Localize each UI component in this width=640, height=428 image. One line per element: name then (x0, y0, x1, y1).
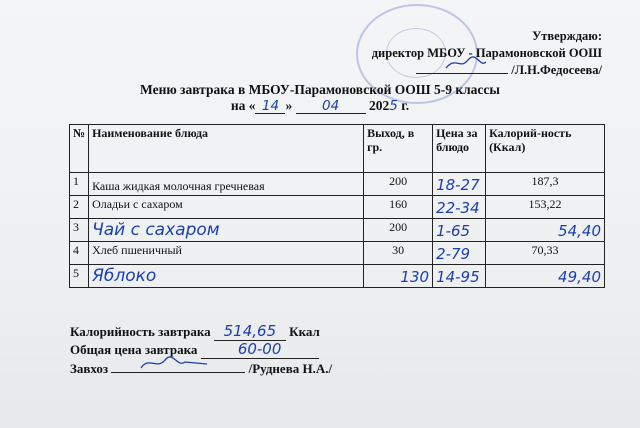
signature-scribble (416, 56, 508, 72)
calorie-unit: Ккал (289, 324, 320, 339)
row-kcal: 153,22 (486, 196, 605, 219)
row-weight: 200 (364, 219, 433, 242)
table-header-row (70, 125, 605, 173)
col-weight: Выход, в гр. (364, 125, 433, 173)
table-row (70, 196, 605, 219)
table-row (70, 173, 605, 196)
row-weight: 160 (364, 196, 433, 219)
date-quote: » (285, 98, 293, 113)
signature-scribble (111, 354, 245, 372)
date-day: 14 (255, 99, 285, 114)
calorie-label: Калорийность завтрака (70, 324, 211, 339)
row-dish: Каша жидкая молочная гречневая (89, 173, 364, 196)
storekeeper-line (70, 358, 332, 377)
row-dish: Оладьи с сахаром (89, 196, 364, 219)
row-weight: 130 (364, 265, 433, 288)
menu-date (0, 98, 640, 114)
approval-line-3 (372, 62, 602, 79)
row-number: 5 (70, 265, 89, 288)
col-dish: Наименование блюда (89, 125, 364, 173)
row-price: 2-79 (433, 242, 486, 265)
row-kcal: 54,40 (486, 219, 605, 242)
calorie-value: 514,65 (214, 322, 286, 341)
col-number: № (70, 125, 89, 173)
table-row (70, 242, 605, 265)
row-dish: Хлеб пшеничный (89, 242, 364, 265)
row-kcal: 70,33 (486, 242, 605, 265)
date-year-prefix: 202 (368, 98, 390, 113)
date-month: 04 (296, 99, 366, 114)
date-year-digit: 5 (389, 98, 398, 114)
date-year-suffix: г. (401, 98, 410, 113)
row-dish: Яблоко (89, 265, 364, 288)
row-number: 4 (70, 242, 89, 265)
menu-title: Меню завтрака в МБОУ-Парамоновской ООШ 5-9 классы (140, 82, 500, 97)
storekeeper-name: /Руднева Н.А./ (248, 361, 333, 376)
table-row (70, 219, 605, 242)
row-kcal: 187,3 (486, 173, 605, 196)
storekeeper-label: Завхоз (70, 361, 109, 376)
row-price: 18-27 (433, 173, 486, 196)
storekeeper-signature (111, 358, 245, 373)
col-kcal: Калорий-ность (Ккал) (486, 125, 605, 173)
director-name: /Л.Н.Федосеева/ (511, 63, 602, 77)
row-price: 1-65 (433, 219, 486, 242)
calorie-total-line (70, 322, 320, 341)
row-number: 3 (70, 219, 89, 242)
row-price: 22-34 (433, 196, 486, 219)
table-row (70, 265, 605, 288)
row-dish: Чай с сахаром (89, 219, 364, 242)
date-prefix: на « (230, 98, 256, 113)
col-price: Цена за блюдо (433, 125, 486, 173)
row-kcal: 49,40 (486, 265, 605, 288)
approval-line-1: Утверждаю: (532, 29, 602, 43)
menu-table (69, 124, 605, 288)
approval-line-2: директор МБОУ - Парамоновской ООШ (371, 46, 602, 60)
price-label: Общая цена завтрака (70, 342, 198, 357)
row-number: 1 (70, 173, 89, 196)
director-signature (416, 62, 508, 74)
row-weight: 200 (364, 173, 433, 196)
price-value: 60-00 (201, 340, 319, 359)
row-price: 14-95 (433, 265, 486, 288)
row-number: 2 (70, 196, 89, 219)
approval-block (372, 28, 602, 79)
row-weight: 30 (364, 242, 433, 265)
